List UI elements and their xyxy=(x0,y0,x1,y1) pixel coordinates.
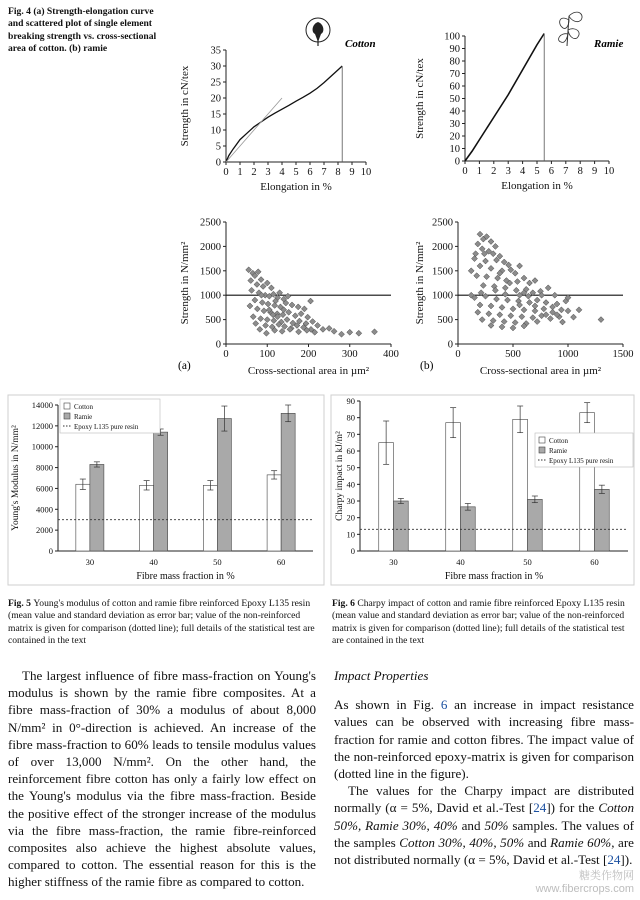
category-label: 50 xyxy=(523,557,532,567)
fig6-caption-label: Fig. 6 xyxy=(332,598,355,609)
scatter-point xyxy=(475,309,481,315)
bar-y-label: Young's Modulus in N/mm² xyxy=(11,425,21,531)
scatter-point xyxy=(479,317,485,323)
x-tick-label: 0 xyxy=(223,167,229,178)
fig6-reference-link[interactable]: 6 xyxy=(440,697,448,713)
y-tick-label: 5 xyxy=(215,141,221,153)
legend-label: Epoxy L135 pure resin xyxy=(74,423,139,431)
legend-swatch xyxy=(539,437,545,443)
scatter-point xyxy=(248,278,254,284)
y-tick-label: 50 xyxy=(449,94,460,105)
y-tick-label: 2000 xyxy=(200,241,221,253)
scatter-point xyxy=(519,314,525,320)
scatter-point xyxy=(534,319,540,325)
fig5-caption xyxy=(8,598,323,647)
category-label: 50 xyxy=(213,557,222,567)
scatter-point xyxy=(305,314,311,320)
citation-24-link-2[interactable]: 24 xyxy=(607,852,621,868)
body-left-column xyxy=(8,667,316,891)
cotton-bar xyxy=(140,485,154,551)
y-tick-label: 60 xyxy=(346,446,355,456)
scatter-point xyxy=(532,303,538,309)
scatter-point xyxy=(253,321,259,327)
scatter-point xyxy=(477,302,483,308)
cotton-bar xyxy=(76,484,90,551)
fig4-charts xyxy=(0,0,640,380)
scatter-point xyxy=(265,301,271,307)
y-tick-label: 60 xyxy=(449,81,460,93)
y-tick-label: 14000 xyxy=(31,400,53,410)
y-tick-label: 30 xyxy=(210,61,221,73)
scatter-point xyxy=(514,279,520,285)
cotton-strength-curve xyxy=(226,66,342,162)
y-tick-label: 6000 xyxy=(36,483,53,494)
ramie-bar xyxy=(528,499,543,551)
scatter-point xyxy=(521,275,527,281)
scatter-point xyxy=(541,306,547,312)
body-left-paragraph: The largest influence of fibre mass-fraction on Young's modulus is shown by the ramie fibre composites. At a fibre mass-fraction of 30% a modulus of about 8,000 N/mm² in 0°-direction is achieved. An increase of the fibre mass-fraction to 60% leads to tensile modulus values of over 13,000 N/mm². On the other hand, the reinforcement fibre cotton has only a fairly low effect on the Young's modulus via the fibre mass-fraction. Beside the positive effect of the stronger increase of the modulus via the fibre mass-fraction, the ramie fibre-reinforced composites also achieve the highest absolute values, compared to cotton. The essential reason for this is the higher stiffness of the ramie fibre as compared to cotton. xyxy=(8,668,316,890)
scatter-point xyxy=(508,313,514,319)
category-label: 40 xyxy=(456,557,465,567)
x-tick-label: 7 xyxy=(563,166,569,177)
scatter-point xyxy=(289,302,295,308)
scatter-point xyxy=(480,282,486,288)
scatter-point xyxy=(499,324,505,330)
cotton-bar xyxy=(446,423,461,551)
y-tick-label: 0 xyxy=(215,157,221,169)
y-tick-label: 35 xyxy=(210,45,221,57)
y-tick-label: 30 xyxy=(449,119,460,130)
cotton-bar xyxy=(267,475,281,551)
x-tick-label: 200 xyxy=(300,349,317,360)
y-tick-label: 1500 xyxy=(432,266,453,278)
x-tick-label: 1000 xyxy=(557,349,579,360)
scatter-point xyxy=(258,316,264,322)
legend-label: Ramie xyxy=(74,413,93,421)
scatter-y-label: Strength in N/mm² xyxy=(414,241,426,325)
y-tick-label: 500 xyxy=(205,315,221,327)
x-tick-label: 2 xyxy=(251,167,257,178)
legend-label: Ramie xyxy=(549,447,568,455)
y-tick-label: 15 xyxy=(210,109,221,121)
x-tick-label: 3 xyxy=(505,166,511,177)
bar-x-label: Fibre mass fraction in % xyxy=(136,571,235,582)
scatter-point xyxy=(259,300,265,306)
scatter-point xyxy=(486,311,492,317)
scatter-x-label: Cross-sectional area in µm² xyxy=(479,365,602,377)
x-tick-label: 0 xyxy=(455,349,461,360)
x-tick-label: 400 xyxy=(383,349,399,360)
scatter-point xyxy=(534,297,540,303)
ramie-bar xyxy=(394,501,409,551)
y-tick-label: 20 xyxy=(449,131,460,143)
x-tick-label: 0 xyxy=(223,349,229,360)
legend-swatch xyxy=(64,413,70,419)
x-tick-label: 300 xyxy=(341,349,358,360)
scatter-point xyxy=(530,315,536,321)
y-tick-label: 0 xyxy=(48,546,53,556)
scatter-y-label: Strength in N/mm² xyxy=(179,241,191,325)
ramie-bar xyxy=(595,489,610,551)
scatter-point xyxy=(331,328,337,334)
scatter-point xyxy=(254,281,260,287)
scatter-point xyxy=(571,314,577,320)
y-tick-label: 20 xyxy=(346,512,355,523)
scatter-point xyxy=(521,307,527,313)
ramie-x-label: Elongation in % xyxy=(501,180,573,192)
scatter-point xyxy=(280,312,286,318)
cotton-plant-icon xyxy=(306,18,330,46)
category-label: 30 xyxy=(85,557,95,567)
category-label: 30 xyxy=(389,557,398,567)
scatter-point xyxy=(263,322,269,328)
y-tick-label: 40 xyxy=(449,106,460,118)
scatter-point xyxy=(474,273,480,279)
scatter-point xyxy=(502,285,508,291)
scatter-point xyxy=(247,303,253,309)
scatter-point xyxy=(264,317,270,323)
body-right-column xyxy=(334,667,634,868)
legend xyxy=(60,399,160,433)
ramie-bar xyxy=(90,464,104,551)
scatter-point xyxy=(356,330,362,336)
scatter-point xyxy=(527,280,533,286)
scatter-point xyxy=(472,256,478,262)
y-tick-label: 100 xyxy=(444,31,460,43)
y-tick-label: 0 xyxy=(447,339,453,351)
scatter-point xyxy=(492,243,498,249)
fig4-caption-label: Fig. 4 xyxy=(8,6,31,17)
y-tick-label: 2000 xyxy=(432,241,453,253)
scatter-x-label: Cross-sectional area in µm² xyxy=(247,365,370,377)
y-tick-label: 20 xyxy=(210,93,221,105)
bar-x-label: Fibre mass fraction in % xyxy=(444,571,544,582)
scatter-point xyxy=(250,314,256,320)
scatter-point xyxy=(372,329,378,335)
x-tick-label: 7 xyxy=(321,167,327,178)
body-right-paragraph-1: As shown in Fig. 6 an increase in impact resistance values can be observed with increasing fibre mass-fraction for ramie and cotton fibres. The impact value of the non-reinforced epoxy-matrix is given for comparison (dotted line in the figure). xyxy=(334,697,634,782)
x-tick-label: 6 xyxy=(548,166,555,177)
scatter-point xyxy=(499,304,505,310)
scatter-point xyxy=(527,300,533,306)
y-tick-label: 10 xyxy=(346,529,355,540)
scatter-point xyxy=(565,308,571,314)
x-tick-label: 6 xyxy=(307,167,313,178)
y-tick-label: 0 xyxy=(215,339,221,351)
x-tick-label: 10 xyxy=(360,167,372,178)
scatter-point xyxy=(261,308,267,314)
scatter-point xyxy=(483,293,489,299)
scatter-point xyxy=(315,322,321,328)
watermark-url: www.fibercrops.com xyxy=(535,883,634,895)
x-tick-label: 2 xyxy=(491,166,497,177)
charpy-impact-bar-chart xyxy=(335,396,633,582)
legend xyxy=(535,433,633,467)
scatter-point xyxy=(505,297,511,303)
x-tick-label: 8 xyxy=(335,167,341,178)
scatter-point xyxy=(258,277,264,283)
ramie-bar xyxy=(281,413,295,551)
scatter-point xyxy=(284,317,290,323)
cotton-y-label: Strength in cN/tex xyxy=(179,65,191,147)
y-tick-label: 30 xyxy=(346,496,355,506)
x-tick-label: 1500 xyxy=(612,349,634,360)
y-tick-label: 2000 xyxy=(36,525,53,536)
scatter-point xyxy=(488,239,494,245)
y-tick-label: 8000 xyxy=(36,462,53,473)
category-label: 40 xyxy=(149,557,158,567)
fig4-caption-text: (a) Strength-elongation curve and scattered plot of single element breaking strength vs. cross-sectional area of cotton. (b) ramie xyxy=(8,6,157,54)
y-tick-label: 1000 xyxy=(200,290,221,302)
cotton-strength-area-scatter xyxy=(179,218,399,378)
scatter-point xyxy=(532,278,538,284)
y-tick-label: 80 xyxy=(346,412,355,423)
fig6-caption xyxy=(332,598,637,647)
fig4-label-b: (b) xyxy=(420,360,434,372)
scatter-point xyxy=(473,251,479,257)
x-tick-label: 4 xyxy=(519,166,526,177)
scatter-point xyxy=(525,293,531,299)
scatter-point xyxy=(268,285,274,291)
scatter-point xyxy=(301,306,307,312)
x-tick-label: 9 xyxy=(591,166,598,177)
cotton-bar xyxy=(203,485,217,551)
legend-label: Cotton xyxy=(549,437,569,445)
y-tick-label: 1000 xyxy=(432,290,453,302)
scatter-point xyxy=(513,287,519,293)
section-title-impact: Impact Properties xyxy=(334,668,429,683)
x-tick-label: 5 xyxy=(293,167,299,178)
y-tick-label: 500 xyxy=(437,315,453,327)
y-tick-label: 10 xyxy=(449,144,460,155)
scatter-point xyxy=(475,241,481,247)
x-tick-label: 9 xyxy=(349,167,355,178)
ramie-plant-icon xyxy=(559,12,583,46)
scatter-point xyxy=(512,320,518,326)
scatter-point xyxy=(271,318,277,324)
ramie-strength-area-scatter xyxy=(414,218,634,378)
scatter-point xyxy=(308,298,314,304)
y-tick-label: 10 xyxy=(210,125,221,137)
ramie-strength-curve xyxy=(465,34,544,162)
scatter-point xyxy=(543,312,549,318)
ramie-strength-elongation-chart xyxy=(414,32,614,193)
ramie-bar xyxy=(217,419,231,551)
scatter-point xyxy=(512,270,518,276)
y-tick-label: 70 xyxy=(449,69,460,80)
scatter-point xyxy=(257,326,263,332)
scatter-point xyxy=(339,331,345,337)
y-tick-label: 25 xyxy=(210,77,221,89)
scatter-point xyxy=(263,330,269,336)
y-tick-label: 50 xyxy=(346,462,355,473)
scatter-point xyxy=(477,231,483,237)
scatter-point xyxy=(320,326,326,332)
scatter-point xyxy=(484,274,490,280)
scatter-point xyxy=(558,307,564,313)
y-tick-label: 0 xyxy=(454,156,460,168)
legend-label: Epoxy L135 pure resin xyxy=(549,457,614,465)
scatter-point xyxy=(510,325,516,331)
x-tick-label: 1 xyxy=(237,167,243,178)
watermark-cn: 糖类作物网 xyxy=(579,870,634,882)
scatter-point xyxy=(468,268,474,274)
category-label: 60 xyxy=(276,557,286,567)
fig5-fig6-charts xyxy=(0,393,640,598)
category-label: 60 xyxy=(590,557,599,567)
scatter-point xyxy=(497,312,503,318)
scatter-point xyxy=(254,306,260,312)
scatter-point xyxy=(517,263,523,269)
legend-swatch xyxy=(539,447,545,453)
x-tick-label: 3 xyxy=(265,167,271,178)
scatter-point xyxy=(598,317,604,323)
scatter-point xyxy=(347,329,353,335)
x-tick-label: 1 xyxy=(476,166,483,177)
scatter-point xyxy=(310,319,316,325)
scatter-point xyxy=(501,319,507,325)
scatter-point xyxy=(576,307,582,313)
scatter-point xyxy=(326,325,332,331)
x-tick-label: 4 xyxy=(279,167,285,178)
scatter-point xyxy=(545,285,551,291)
legend-label: Cotton xyxy=(74,403,94,411)
body-right-paragraph-2: The values for the Charpy impact are distributed normally (α = 5%, David et al.-Test [24]) for the Cotton 50%, Ramie 30%, 40% and 50% samples. The values of the samples Cotton 30%, 40%, 50% and Ramie 60%, are not distributed normally (α = 5%, David et al.-Test [24]). xyxy=(334,783,635,868)
fig4-label-a: (a) xyxy=(178,360,191,372)
y-tick-label: 0 xyxy=(350,546,355,556)
y-tick-label: 12000 xyxy=(31,420,53,431)
y-tick-label: 90 xyxy=(449,44,460,55)
scatter-point xyxy=(543,300,549,306)
fig5-caption-label: Fig. 5 xyxy=(8,598,31,609)
scatter-point xyxy=(552,292,558,298)
x-tick-label: 0 xyxy=(462,166,468,177)
fig5-caption-text: Young's modulus of cotton and ramie fibre reinforced Epoxy L135 resin (mean value and standard deviation as error bar; value of the non-reinforced matrix is given for comparison (dotted line); full details of the statistical test are contained in the text xyxy=(8,598,315,646)
y-tick-label: 2500 xyxy=(432,217,453,229)
y-tick-label: 80 xyxy=(449,56,460,68)
x-tick-label: 100 xyxy=(259,349,276,360)
y-tick-label: 70 xyxy=(346,429,355,440)
scatter-point xyxy=(488,265,494,271)
x-tick-label: 500 xyxy=(505,349,521,360)
y-tick-label: 4000 xyxy=(36,504,53,515)
bar-y-label: Charpy impact in kJ/m² xyxy=(335,431,345,521)
scatter-point xyxy=(477,263,483,269)
scatter-point xyxy=(292,313,298,319)
y-tick-label: 1500 xyxy=(200,266,221,278)
scatter-point xyxy=(488,303,494,309)
scatter-point xyxy=(295,304,301,310)
scatter-point xyxy=(510,306,516,312)
fig6-caption-text: Charpy impact of cotton and ramie fibre reinforced Epoxy L135 resin (mean value and standard deviation as error bar; value of the non-reinforced matrix is given for comparison (dotted line); full details of the statistical test are contained in the text xyxy=(332,598,625,646)
cotton-bar xyxy=(513,419,528,551)
cotton-strength-elongation-chart xyxy=(179,46,371,194)
watermark xyxy=(536,870,634,896)
scatter-point xyxy=(483,258,489,264)
cotton-tangent-line xyxy=(226,98,282,162)
scatter-point xyxy=(560,319,566,325)
scatter-point xyxy=(296,329,302,335)
legend-swatch xyxy=(64,403,70,409)
y-tick-label: 40 xyxy=(346,479,355,490)
cotton-title: Cotton xyxy=(345,38,376,50)
ramie-y-label: Strength in cN/tex xyxy=(414,58,426,139)
x-tick-label: 8 xyxy=(577,166,583,177)
scatter-point xyxy=(272,302,278,308)
citation-24-link[interactable]: 24 xyxy=(533,800,547,816)
ramie-bar xyxy=(154,432,168,551)
cotton-x-label: Elongation in % xyxy=(260,181,332,193)
youngs-modulus-bar-chart xyxy=(11,399,313,582)
scatter-point xyxy=(252,297,258,303)
scatter-point xyxy=(494,296,500,302)
scatter-point xyxy=(298,311,304,317)
scatter-point xyxy=(249,287,255,293)
x-tick-label: 10 xyxy=(603,166,615,177)
y-tick-label: 10000 xyxy=(31,441,53,452)
scatter-point xyxy=(547,316,553,322)
x-tick-label: 5 xyxy=(534,166,540,177)
scatter-point xyxy=(502,291,508,297)
y-tick-label: 90 xyxy=(346,396,355,406)
y-tick-label: 2500 xyxy=(200,217,221,229)
ramie-title: Ramie xyxy=(594,38,624,50)
